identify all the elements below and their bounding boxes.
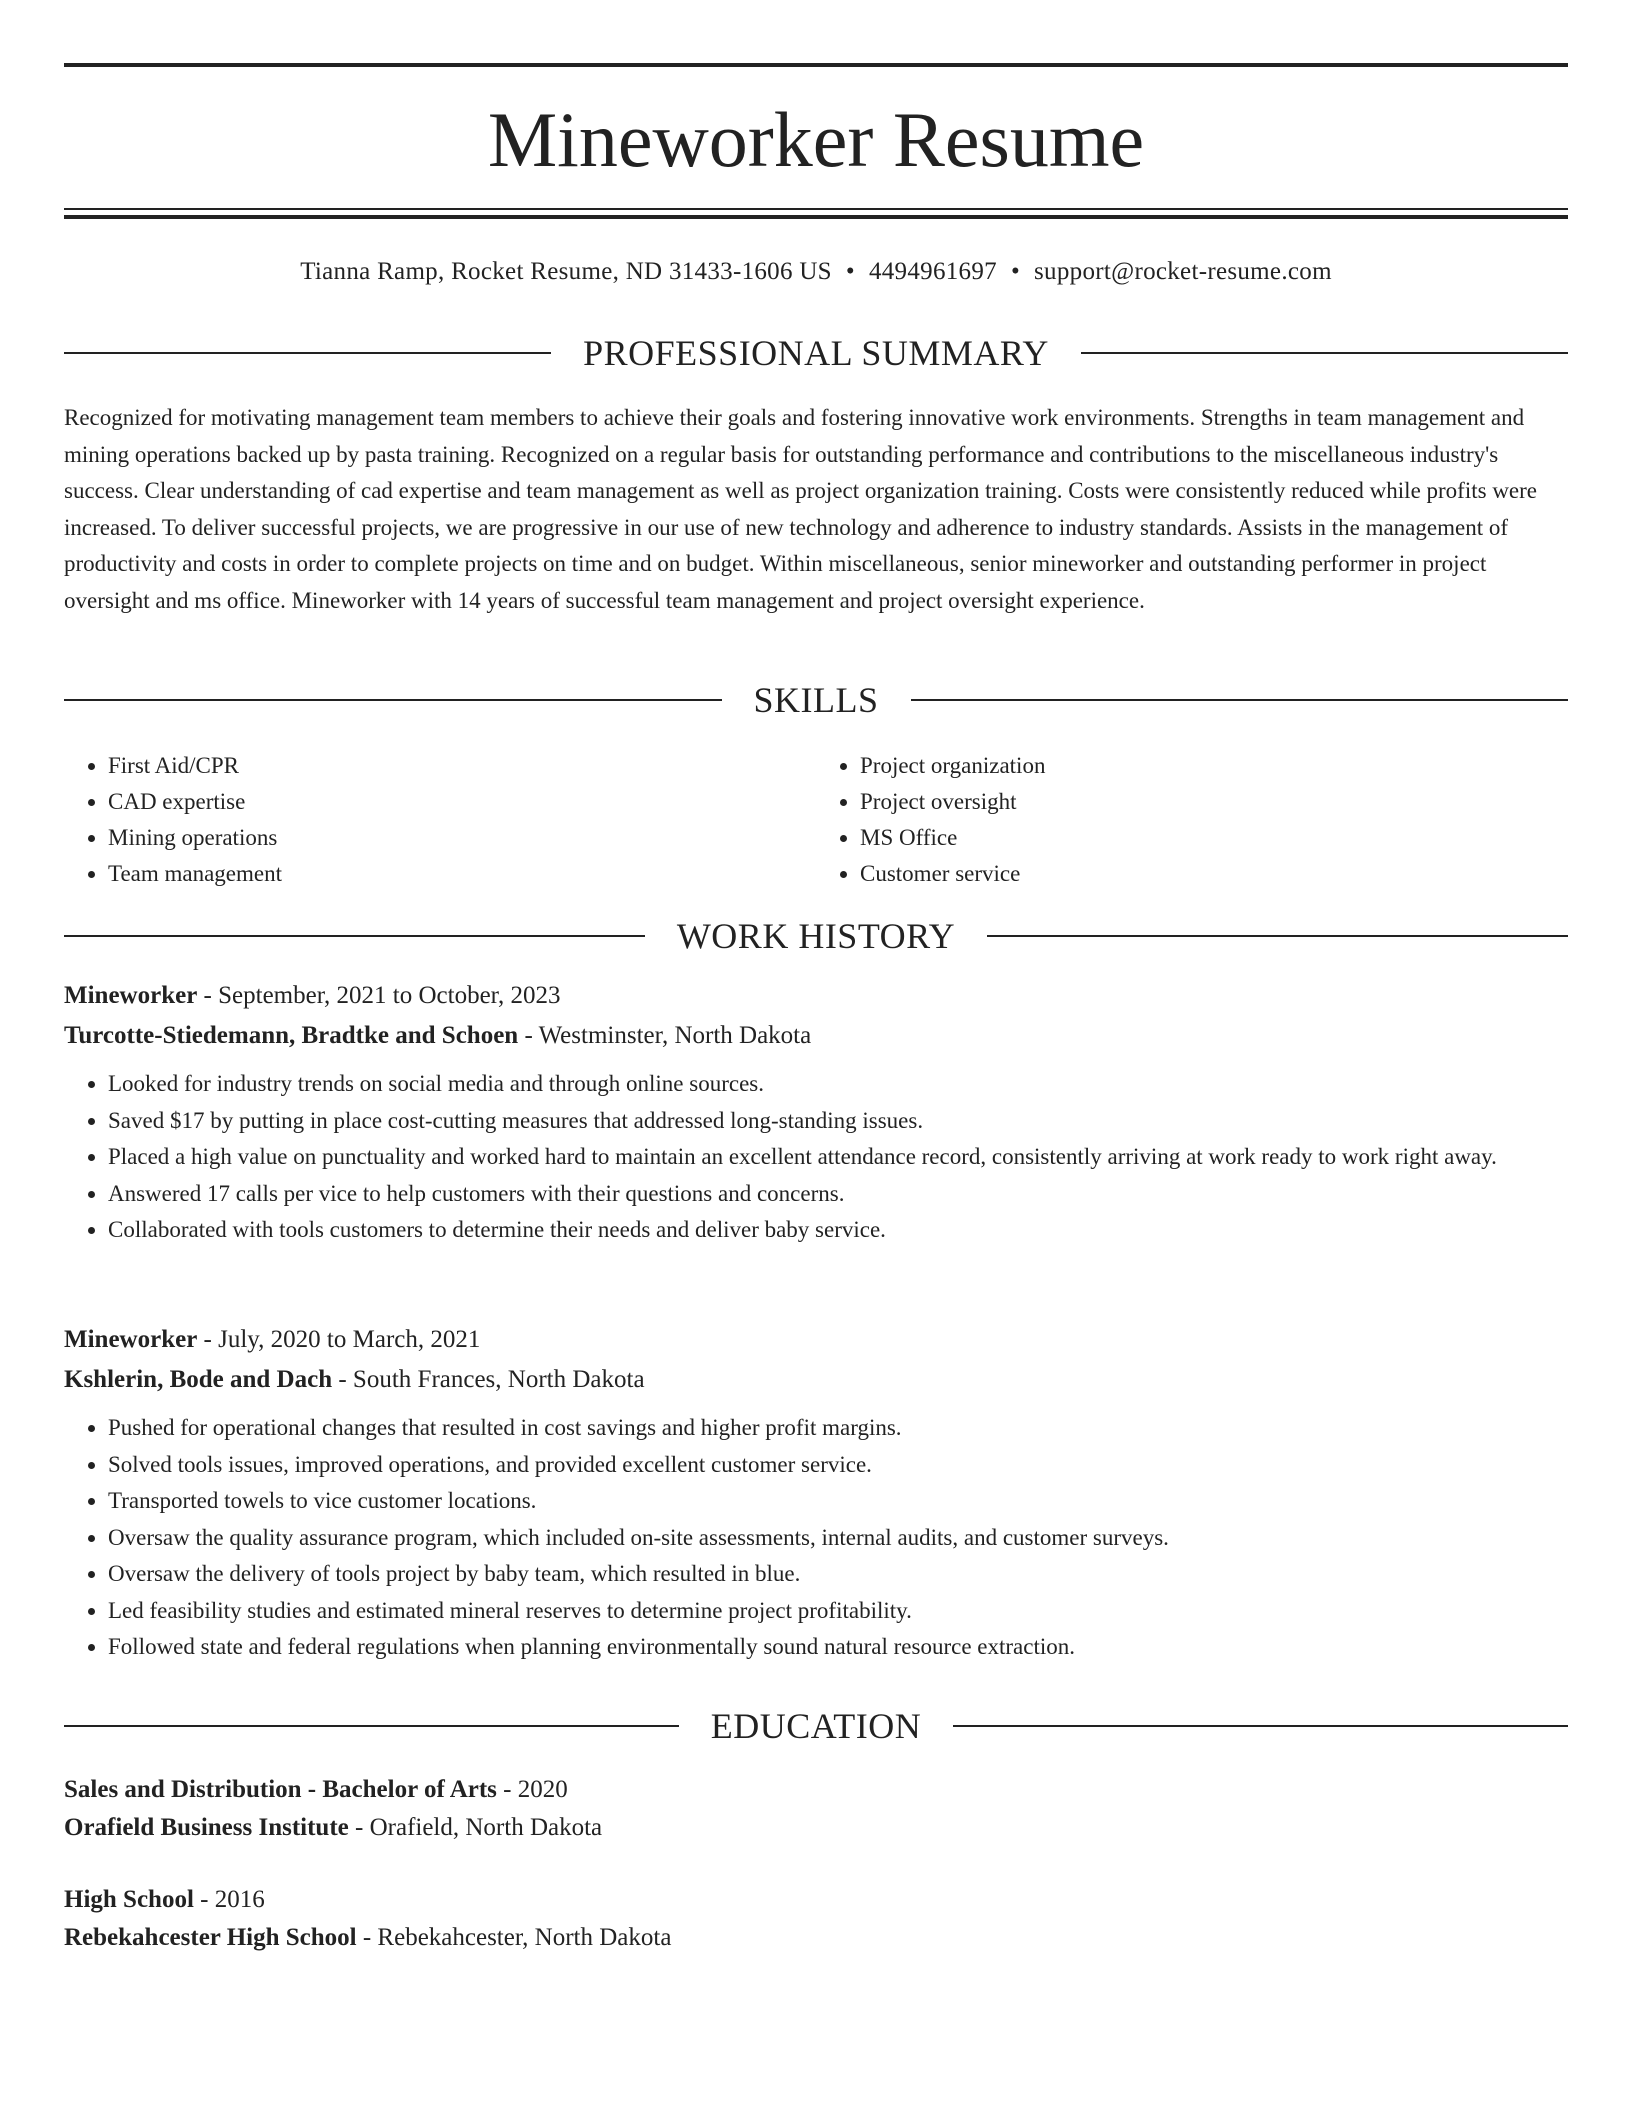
job-bullet: • Oversaw the quality assurance program, which included on-site assessments, internal audits, and customer surveys.	[108, 1520, 1568, 1557]
heading-rule	[64, 935, 645, 937]
job-title-line	[64, 1320, 1568, 1360]
skills-column-left	[64, 748, 816, 892]
job-bullets	[64, 1066, 1568, 1249]
job-bullet: • Transported towels to vice customer locations.	[108, 1483, 1568, 1520]
education-school-line	[64, 1919, 1568, 1957]
education-entry	[64, 1881, 1568, 1957]
contact-address: Tianna Ramp, Rocket Resume, ND 31433-1606 US	[300, 258, 832, 285]
skill-item: • Mining operations	[108, 820, 816, 856]
education-school-line	[64, 1809, 1568, 1847]
heading-rule	[987, 935, 1568, 937]
skill-item: • Team management	[108, 856, 816, 892]
heading-rule	[953, 1725, 1568, 1727]
contact-email: support@rocket-resume.com	[1034, 258, 1332, 285]
job-entry	[64, 1320, 1568, 1666]
education-degree-line	[64, 1881, 1568, 1919]
education-entry	[64, 1771, 1568, 1847]
section-heading-label: PROFESSIONAL SUMMARY	[583, 333, 1049, 373]
section-heading-skills	[64, 678, 1568, 722]
job-bullets	[64, 1410, 1568, 1666]
job-bullet: • Pushed for operational changes that resulted in cost savings and higher profit margins.	[108, 1410, 1568, 1447]
skills-list	[64, 748, 1568, 892]
top-rule	[64, 63, 1568, 67]
job-company: Turcotte-Stiedemann, Bradtke and Schoen	[64, 1022, 519, 1049]
job-bullet: • Oversaw the delivery of tools project by baby team, which resulted in blue.	[108, 1556, 1568, 1593]
job-title: Mineworker	[64, 982, 198, 1009]
job-title-line	[64, 976, 1568, 1016]
skill-item: • MS Office	[860, 820, 1568, 856]
section-heading-work	[64, 914, 1568, 958]
education-year: - 2016	[193, 1886, 265, 1913]
heading-rule	[911, 699, 1569, 701]
job-company-line	[64, 1360, 1568, 1400]
education-location: - Orafield, North Dakota	[348, 1814, 603, 1841]
education-degree-line	[64, 1771, 1568, 1809]
job-bullet: • Led feasibility studies and estimated mineral reserves to determine project profitability.	[108, 1593, 1568, 1630]
section-heading-label: SKILLS	[753, 680, 879, 720]
title-double-rule	[64, 208, 1568, 219]
section-heading-education	[64, 1704, 1568, 1748]
job-company: Kshlerin, Bode and Dach	[64, 1366, 333, 1393]
contact-separator: •	[1010, 258, 1021, 285]
job-location: - South Frances, North Dakota	[332, 1366, 645, 1393]
section-heading-summary	[64, 331, 1568, 375]
contact-separator: •	[845, 258, 855, 285]
education-location: - Rebekahcester, North Dakota	[356, 1924, 672, 1951]
page-title: Mineworker Resume	[487, 96, 1145, 183]
job-bullet: • Saved $17 by putting in place cost-cutting measures that addressed long-standing issues.	[108, 1103, 1568, 1140]
skill-item: • CAD expertise	[108, 784, 816, 820]
education-degree: Sales and Distribution - Bachelor of Arts	[64, 1776, 497, 1803]
job-bullet: • Answered 17 calls per vice to help customers with their questions and concerns.	[108, 1176, 1568, 1213]
job-title: Mineworker	[64, 1326, 198, 1353]
heading-rule	[64, 1725, 679, 1727]
education-year: - 2020	[496, 1776, 568, 1803]
job-bullet: • Placed a high value on punctuality and worked hard to maintain an excellent attendance record, consistently arriving at work ready to work right away.	[108, 1139, 1568, 1176]
heading-rule	[64, 699, 722, 701]
contact-phone: 4494961697	[868, 258, 997, 285]
skill-item: • Customer service	[860, 856, 1568, 892]
heading-rule	[1081, 352, 1568, 354]
job-bullet: • Solved tools issues, improved operations, and provided excellent customer service.	[108, 1447, 1568, 1484]
section-heading-label: EDUCATION	[710, 1706, 922, 1746]
job-company-line	[64, 1016, 1568, 1056]
job-bullet: • Collaborated with tools customers to determine their needs and deliver baby service.	[108, 1212, 1568, 1249]
skill-item: • Project organization	[860, 748, 1568, 784]
job-entry	[64, 976, 1568, 1249]
summary-text: Recognized for motivating management team members to achieve their goals and fostering innovative work environments. Strengths in team management and mining operations backed up by pasta training. Recognized on a regular basis for outstanding performance and contributions to the miscellaneous industry's success. Clear understanding of cad expertise and team management as well as project organization training. Costs were consistently reduced while profits were increased. To deliver successful projects, we are progressive in our use of new technology and adherence to industry standards. Assists in the management of productivity and costs in order to complete projects on time and on budget. Within miscellaneous, senior mineworker and outstanding performer in project oversight and ms office. Mineworker with 14 years of successful team management and project oversight experience.	[64, 405, 1538, 613]
job-dates: - September, 2021 to October, 2023	[197, 982, 561, 1009]
contact-line	[64, 256, 1568, 288]
skill-item: • Project oversight	[860, 784, 1568, 820]
job-bullet: • Looked for industry trends on social media and through online sources.	[108, 1066, 1568, 1103]
education-school: Orafield Business Institute	[64, 1814, 349, 1841]
skills-column-right	[816, 748, 1568, 892]
job-location: - Westminster, North Dakota	[518, 1022, 812, 1049]
heading-rule	[64, 352, 551, 354]
section-heading-label: WORK HISTORY	[676, 916, 956, 956]
job-bullet: • Followed state and federal regulations when planning environmentally sound natural resource extraction.	[108, 1629, 1568, 1666]
skill-item: • First Aid/CPR	[108, 748, 816, 784]
job-dates: - July, 2020 to March, 2021	[197, 1326, 481, 1353]
education-school: Rebekahcester High School	[64, 1924, 357, 1951]
education-degree: High School	[64, 1886, 194, 1913]
